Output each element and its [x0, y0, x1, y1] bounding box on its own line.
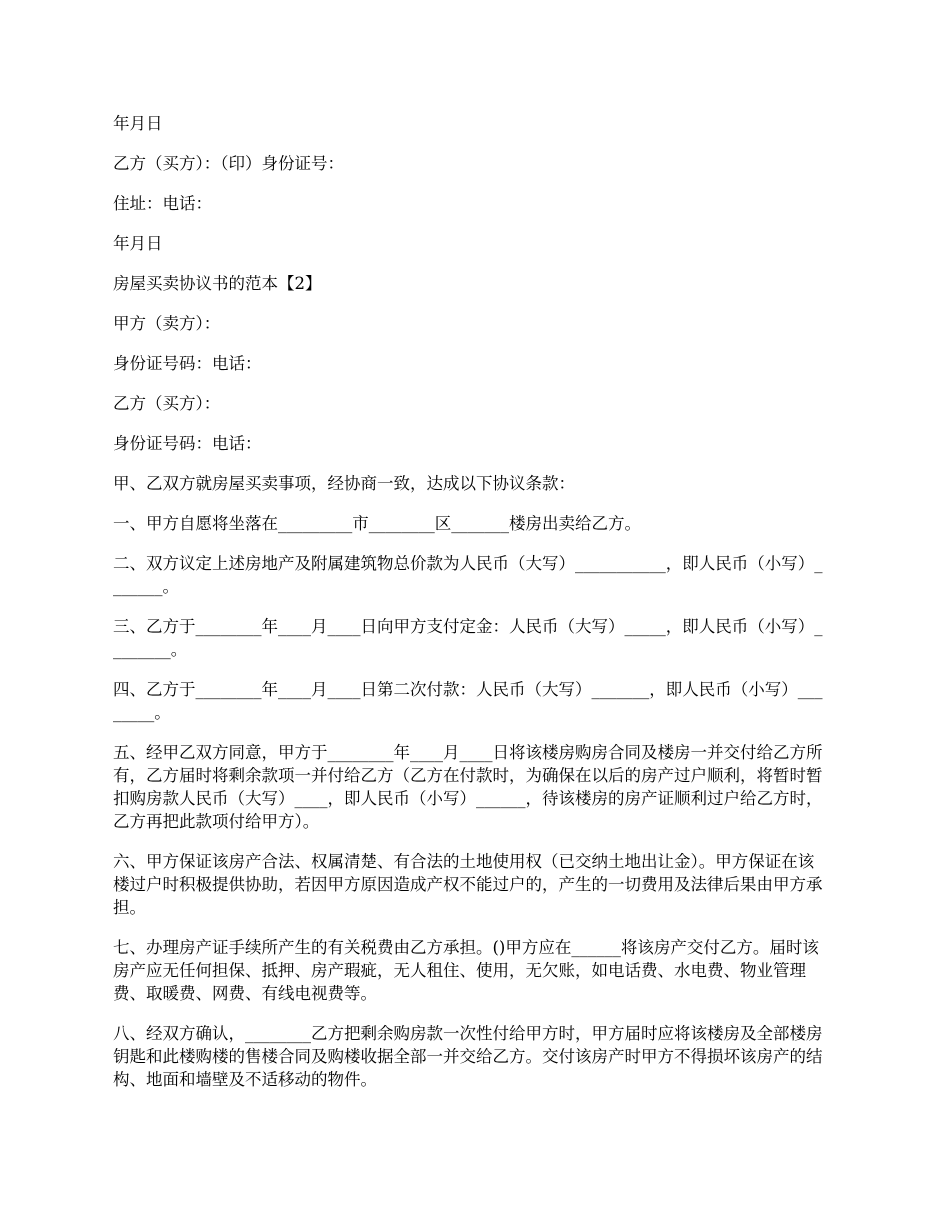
- clause-8: 八、经双方确认，________乙方把剩余购房款一次性付给甲方时，甲方届时应将该楼房及全部楼房钥匙和此楼购楼的售楼合同及购楼收据全部一并交给乙方。交付该房产时甲方不得损坏该房产的结构、地面和墙壁及不适移动的物件。: [113, 1024, 823, 1089]
- clause-3: 三、乙方于________年____月____日向甲方支付定金：人民币（大写）_____，即人民币（小写）________。: [113, 617, 823, 659]
- seller-line: 甲方（卖方）：: [113, 314, 221, 333]
- date-line: 年月日: [113, 234, 163, 253]
- buyer-id-phone-line: 身份证号码：电话：: [113, 434, 262, 453]
- clause-2: 二、双方议定上述房地产及附属建筑物总价款为人民币（大写）___________，即人民币（小写）_______。: [113, 554, 823, 596]
- seller-id-phone-line: 身份证号码：电话：: [113, 354, 262, 373]
- clause-4: 四、乙方于________年____月____日第二次付款：人民币（大写）_______，即人民币（小写）________。: [113, 680, 823, 722]
- agreement-intro: 甲、乙双方就房屋买卖事项，经协商一致，达成以下协议条款：: [113, 474, 575, 493]
- clause-7: 七、办理房产证手续所产生的有关税费由乙方承担。()甲方应在______将该房产交付乙方。届时该房产应无任何担保、抵押、房产瑕疵，无人租住、使用，无欠账，如电话费、水电费、物业管理费、取暖费、网费、有线电视费等。: [113, 938, 819, 1003]
- buyer-signature-line: 乙方（买方）：（印）身份证号：: [113, 154, 344, 173]
- date-line: 年月日: [113, 114, 163, 133]
- clause-6: 六、甲方保证该房产合法、权属清楚、有合法的土地使用权（已交纳土地出让金）。甲方保证在该楼过户时积极提供协助，若因甲方原因造成产权不能过户的，产生的一切费用及法律后果由甲方承担。: [113, 852, 823, 917]
- document-body: [113, 112, 830, 1108]
- buyer-line: 乙方（买方）：: [113, 394, 221, 413]
- section-heading: 房屋买卖协议书的范本【2】: [113, 274, 322, 293]
- clause-1: 一、甲方自愿将坐落在_________市________区_______楼房出卖给乙方。: [113, 514, 641, 533]
- clause-5: 五、经甲乙双方同意，甲方于________年____月____日将该楼房购房合同及楼房一并交付给乙方所有，乙方届时将剩余款项一并付给乙方（乙方在付款时，为确保在以后的房产过户顺利，将暂时暂扣购房款人民币（大写）____，即人民币（小写）______，待该楼房的房产证顺利过户给乙方时，乙方再把此款项付给甲方）。: [113, 743, 823, 831]
- address-phone-line: 住址：电话：: [113, 194, 212, 213]
